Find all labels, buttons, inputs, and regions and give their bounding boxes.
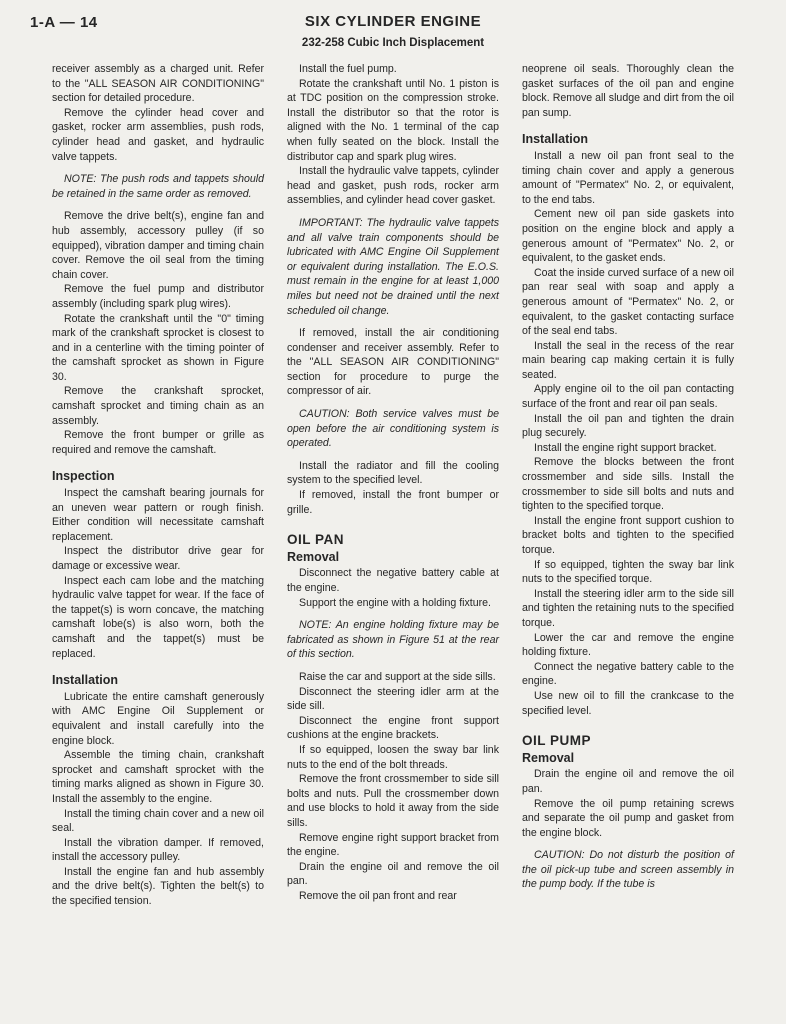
paragraph: Raise the car and support at the side sills. — [299, 670, 496, 683]
page-number: 1-A — 14 — [30, 14, 98, 31]
note-text: IMPORTANT: The hydraulic valve tappets and all valve train components should be lubricated with AMC Engine Oil Supplement or equivalent during installation. The E.O.S. must remain in the engine for at least 1,000 miles but need not be drained until the next scheduled oil change. — [287, 216, 499, 317]
paragraph: Assemble the timing chain, crankshaft sprocket and camshaft sprocket with the timing marks aligned as shown in Figure 30. Install the assembly to the engine. — [52, 749, 264, 805]
caution-text: CAUTION: Both service valves must be open before the air conditioning system is operated. — [287, 408, 499, 450]
section-heading-installation: Installation — [522, 132, 588, 147]
paragraph: Install the fuel pump. — [299, 63, 397, 75]
caution-text: CAUTION: Do not disturb the position of the oil pick-up tube and screen assembly in the pump body. If the tube is — [522, 849, 734, 891]
paragraph: Use new oil to fill the crankcase to the specified level. — [522, 689, 734, 717]
paragraph: Remove engine right support bracket from the engine. — [287, 831, 499, 859]
paragraph: Support the engine with a holding fixture. — [299, 596, 491, 609]
paragraph: Remove the crankshaft sprocket, camshaft sprocket and timing chain as an assembly. — [52, 385, 264, 427]
paragraph: Lower the car and remove the engine holding fixture. — [522, 631, 734, 659]
paragraph: Install the timing chain cover and a new oil seal. — [52, 807, 264, 835]
paragraph: receiver assembly as a charged unit. Refer to the "ALL SEASON AIR CONDITIONING" section for detailed procedure. — [52, 63, 264, 105]
paragraph: neoprene oil seals. Thoroughly clean the gasket surfaces of the oil pan and engine block. Remove all sludge and dirt from the oil pan sump. — [522, 63, 734, 119]
paragraph: If removed, install the air conditioning condenser and receiver assembly. Refer to the "ALL SEASON AIR CONDITIONING" section for procedure to purge the compressor of air. — [287, 327, 499, 398]
paragraph: Remove the drive belt(s), engine fan and hub assembly, accessory pulley (if so equipped), vibration damper and timing chain cover. Remove the oil seal from the timing chain cover. — [52, 210, 265, 281]
paragraph: Install the radiator and fill the cooling system to the specified level. — [287, 459, 499, 487]
paragraph: Disconnect the engine front support cushions at the engine brackets. — [287, 714, 499, 742]
text-column-right — [522, 62, 734, 900]
paragraph: Install the hydraulic valve tappets, cylinder head and gasket, push rods, rocker arm assemblies, and cylinder head cover gasket. — [287, 165, 499, 207]
section-heading-removal: Removal — [287, 549, 340, 564]
paragraph: Remove the oil pump retaining screws and separate the oil pump and gasket from the engine block. — [522, 797, 734, 839]
paragraph: Remove the cylinder head cover and gasket, rocker arm assemblies, push rods, cylinder head and gasket, and hydraulic valve tappets. — [52, 106, 264, 163]
paragraph: Lubricate the entire camshaft generously with AMC Engine Oil Supplement or equivalent and install carefully into the engine block. — [52, 690, 264, 747]
paragraph: Coat the inside curved surface of a new oil pan rear seal with soap and apply a generous amount of "Permatex" No. 2, or equivalent, to the gasket contacting surface of the seal end tabs. — [522, 266, 734, 338]
paragraph: Install the oil pan and tighten the drain plug securely. — [522, 412, 734, 440]
paragraph: Remove the fuel pump and distributor assembly (including spark plug wires). — [52, 283, 264, 310]
paragraph: Install the vibration damper. If removed, install the accessory pulley. — [52, 836, 264, 864]
section-heading-oil-pan: OIL PAN — [287, 532, 345, 548]
paragraph: Inspect the camshaft bearing journals for an uneven wear pattern or rough finish. Either condition will necessitate camshaft replacement. — [52, 487, 264, 543]
paragraph: Disconnect the negative battery cable at the engine. — [287, 567, 499, 594]
section-heading-inspection: Inspection — [52, 469, 115, 484]
section-heading-installation: Installation — [52, 673, 118, 688]
note-text: NOTE: The push rods and tappets should be retained in the same order as removed. — [52, 173, 264, 200]
paragraph: Inspect the distributor drive gear for damage or excessive wear. — [52, 545, 264, 572]
paragraph: Remove the blocks between the front crossmember and side sills. Install the crossmember to side sill bolts and nuts and tighten to the specified torque. — [522, 456, 734, 513]
paragraph: Rotate the crankshaft until the "0" timing mark of the crankshaft sprocket is closest to and in a centerline with the timing pointer of the camshaft sprocket as shown in Figure 30. — [52, 312, 264, 383]
paragraph: If removed, install the front bumper or grille. — [287, 489, 499, 516]
paragraph: Cement new oil pan side gaskets into position on the engine block and apply a generous amount of "Permatex" No. 2, or equivalent, to the gasket ends. — [522, 208, 734, 265]
text-column-left — [52, 62, 264, 909]
paragraph: Install the engine right support bracket. — [534, 441, 717, 454]
paragraph: Disconnect the steering idler arm at the side sill. — [287, 685, 499, 713]
paragraph: Install the steering idler arm to the side sill and tighten the retaining nuts to the specified torque. — [522, 587, 734, 629]
paragraph: Rotate the crankshaft until No. 1 piston is at TDC position on the compression stroke. Install the distributor so that the rotor is aligned with the No. 1 terminal of the cap when fully seated on the block. Install the distributor cap and spark plug wires. — [287, 77, 499, 163]
paragraph: Connect the negative battery cable to the engine. — [522, 660, 734, 688]
paragraph: Install the engine front support cushion to bracket bolts and tighten to the specified torque. — [522, 514, 734, 556]
section-heading-removal: Removal — [522, 750, 575, 765]
note-text: NOTE: An engine holding fixture may be fabricated as shown in Figure 51 at the rear of this section. — [287, 619, 499, 661]
section-heading-oil-pump: OIL PUMP — [522, 733, 592, 749]
paragraph: If so equipped, tighten the sway bar link nuts to the specified torque. — [522, 558, 734, 586]
page-title: SIX CYLINDER ENGINE — [304, 13, 482, 30]
paragraph: Drain the engine oil and remove the oil pan. — [287, 860, 499, 888]
paragraph: Remove the front bumper or grille as required and remove the camshaft. — [52, 429, 264, 456]
paragraph: Remove the oil pan front and rear — [299, 889, 457, 902]
paragraph: Install a new oil pan front seal to the timing chain cover and apply a generous amount of "Permatex" No. 2, or equivalent, to the end tabs. — [522, 149, 734, 206]
paragraph: If so equipped, loosen the sway bar link nuts to the end of the bolt threads. — [287, 743, 499, 771]
text-column-middle — [287, 62, 499, 903]
page-subtitle: 232-258 Cubic Inch Displacement — [301, 37, 485, 49]
paragraph: Inspect each cam lobe and the matching hydraulic valve tappet for wear. If the face of the tappet(s) is worn concave, the matching camshaft lobe(s) is also worn, both the camshaft and the tappet(s) must be replaced. — [52, 574, 264, 660]
paragraph: Apply engine oil to the oil pan contacting surface of the front and rear oil pan seals. — [522, 383, 734, 411]
paragraph: Install the engine fan and hub assembly and the drive belt(s). Tighten the belt(s) to the specified tension. — [52, 865, 264, 908]
paragraph: Remove the front crossmember to side sill bolts and nuts. Pull the crossmember down and use blocks to hold it away from the side sills. — [287, 773, 499, 829]
paragraph: Drain the engine oil and remove the oil pan. — [522, 768, 734, 795]
paragraph: Install the seal in the recess of the rear main bearing cap making certain it is fully seated. — [522, 339, 734, 381]
